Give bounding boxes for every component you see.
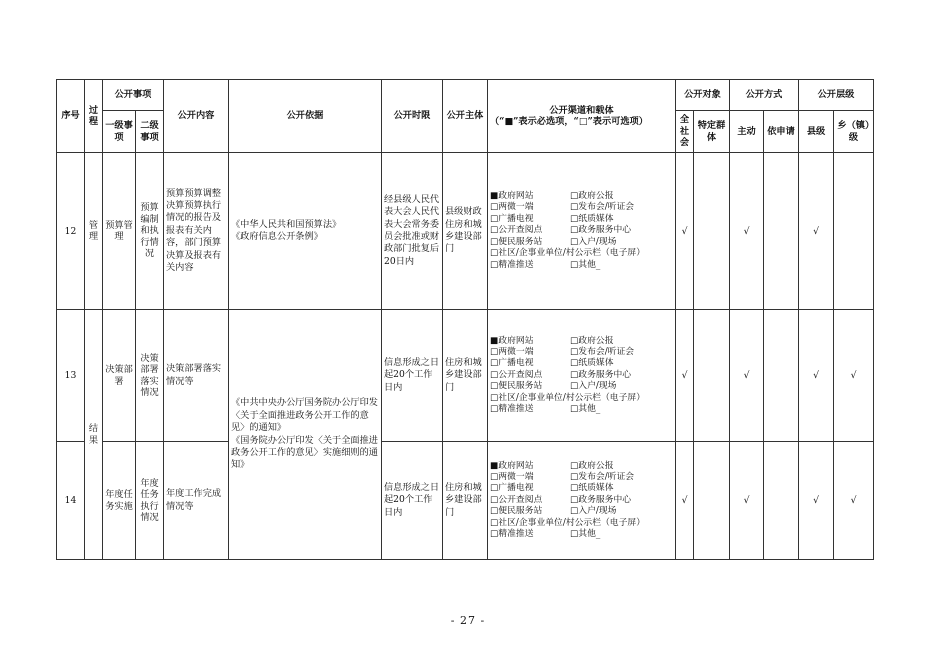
header-channel-title: 公开渠道和载体 (549, 104, 614, 116)
channel-item: □入户/现场 (570, 381, 617, 392)
row-level-county: √ (799, 442, 834, 560)
row-basis: 《中华人民共和国预算法》 《政府信息公开条例》 (229, 153, 382, 310)
row-subject: 县级财政住房和城乡建设部门 (443, 153, 488, 310)
channel-item: □政务服务中心 (570, 494, 632, 505)
row-timing: 信息形成之日起20个工作日内 (382, 442, 443, 560)
row-channels (488, 310, 676, 442)
row-target-all: √ (676, 153, 694, 310)
row-channels (488, 442, 676, 560)
channel-list (490, 336, 673, 416)
channel-item: □政务服务中心 (570, 369, 632, 380)
channel-item: □两微一端 (490, 346, 534, 357)
row-method-apply (764, 442, 799, 560)
row-subject: 住房和城乡建设部门 (443, 310, 488, 442)
channel-item: □发布会/听证会 (570, 471, 635, 482)
row-method-apply (764, 310, 799, 442)
row-basis: 《中共中央办公厅国务院办公厅印发〈关于全面推进政务公开工作的意见〉的通知》 《国务院办公厅印发〈关于全面推进政务公开工作的意见〉实施细则的通知》 (229, 310, 382, 560)
channel-item: □其他_ (570, 529, 601, 540)
channel-item: □公开查阅点 (490, 494, 543, 505)
channel-item: □纸质媒体 (570, 358, 614, 369)
row-method-active: √ (730, 442, 764, 560)
channel-item: □发布会/听证会 (570, 346, 635, 357)
channel-item: □纸质媒体 (570, 213, 614, 224)
channel-item: □社区/企事业单位/村公示栏（电子屏） (490, 392, 645, 403)
header-channel (488, 80, 676, 153)
row-level1: 决策部署 (103, 310, 136, 442)
channel-item: □便民服务站 (490, 506, 543, 517)
channel-item: ■政府网站 (490, 460, 534, 471)
row-subject: 住房和城乡建设部门 (443, 442, 488, 560)
row-target-specific (694, 442, 730, 560)
channel-item: □两微一端 (490, 471, 534, 482)
channel-list (490, 461, 673, 541)
row-seq: 12 (57, 153, 85, 310)
row-level-county: √ (799, 153, 834, 310)
channel-item: ■政府网站 (490, 191, 534, 202)
channel-item: □广播电视 (490, 213, 534, 224)
header-basis: 公开依据 (229, 80, 382, 153)
row-content: 年度工作完成情况等 (164, 442, 229, 560)
header-target-all: 全社会 (676, 111, 694, 153)
row-level2: 决策部署落实情况 (136, 310, 164, 442)
channel-item: □入户/现场 (570, 236, 617, 247)
channel-item: □广播电视 (490, 358, 534, 369)
header-level: 公开层级 (799, 80, 874, 111)
channel-item: □广播电视 (490, 483, 534, 494)
channel-item: □发布会/听证会 (570, 202, 635, 213)
channel-item: □社区/企事业单位/村公示栏（电子屏） (490, 248, 645, 259)
channel-item: □政府公报 (570, 335, 614, 346)
table-row (57, 310, 874, 442)
row-target-all: √ (676, 310, 694, 442)
row-timing: 经县级人民代表大会人民代表大会常务委员会批准或财政部门批复后20日内 (382, 153, 443, 310)
channel-item: □其他_ (570, 259, 601, 270)
header-level-town: 乡（镇）级 (834, 111, 874, 153)
channel-item: □纸质媒体 (570, 483, 614, 494)
channel-item: □社区/企事业单位/村公示栏（电子屏） (490, 517, 645, 528)
channel-item: □便民服务站 (490, 236, 543, 247)
header-channel-note: （“■”表示必选项，“□”表示可选项） (490, 116, 648, 127)
header-row-1 (57, 80, 874, 111)
row-level-county: √ (799, 310, 834, 442)
page-number: - 27 - (450, 614, 486, 627)
header-level-county: 县级 (799, 111, 834, 153)
header-method-apply: 依申请 (764, 111, 799, 153)
header-method-active: 主动 (730, 111, 764, 153)
disclosure-table (56, 79, 874, 560)
row-channels (488, 153, 676, 310)
table-row (57, 153, 874, 310)
channel-item: □精准推送 (490, 529, 534, 540)
channel-item: □政府公报 (570, 191, 614, 202)
row-level-town (834, 153, 874, 310)
row-content: 预算预算调整决算预算执行情况的报告及报表有关内容，部门预算决算及报表有关内容 (164, 153, 229, 310)
row-level2: 预算编制和执行情况 (136, 153, 164, 310)
channel-item: □精准推送 (490, 404, 534, 415)
header-target: 公开对象 (676, 80, 730, 111)
channel-item: □政府公报 (570, 460, 614, 471)
row-level1: 预算管理 (103, 153, 136, 310)
row-target-all: √ (676, 442, 694, 560)
row-method-active: √ (730, 310, 764, 442)
row-method-active: √ (730, 153, 764, 310)
row-target-specific (694, 310, 730, 442)
row-level-town: √ (834, 442, 874, 560)
row-level1: 年度任务实施 (103, 442, 136, 560)
row-level2: 年度任务执行情况 (136, 442, 164, 560)
channel-item: □其他_ (570, 404, 601, 415)
row-target-specific (694, 153, 730, 310)
header-target-specific: 特定群体 (694, 111, 730, 153)
row-timing: 信息形成之日起20个工作日内 (382, 310, 443, 442)
row-process: 管理 (85, 153, 103, 310)
row-level-town: √ (834, 310, 874, 442)
channel-item: □两微一端 (490, 202, 534, 213)
header-timing: 公开时限 (382, 80, 443, 153)
channel-item: □便民服务站 (490, 381, 543, 392)
header-items: 公开事项 (103, 80, 164, 111)
row-seq: 13 (57, 310, 85, 442)
header-level2: 二级事项 (136, 111, 164, 153)
channel-item: □政务服务中心 (570, 225, 632, 236)
channel-item: □公开查阅点 (490, 225, 543, 236)
header-subject: 公开主体 (443, 80, 488, 153)
channel-item: □入户/现场 (570, 506, 617, 517)
header-content: 公开内容 (164, 80, 229, 153)
table-row (57, 442, 874, 560)
row-seq: 14 (57, 442, 85, 560)
row-method-apply (764, 153, 799, 310)
row-process: 结果 (85, 310, 103, 560)
header-method: 公开方式 (730, 80, 799, 111)
header-seq: 序号 (57, 80, 85, 153)
row-content: 决策部署落实情况等 (164, 310, 229, 442)
channel-item: □精准推送 (490, 259, 534, 270)
header-level1: 一级事项 (103, 111, 136, 153)
channel-item: ■政府网站 (490, 335, 534, 346)
channel-list (490, 191, 673, 271)
channel-item: □公开查阅点 (490, 369, 543, 380)
header-process: 过程 (85, 80, 103, 153)
